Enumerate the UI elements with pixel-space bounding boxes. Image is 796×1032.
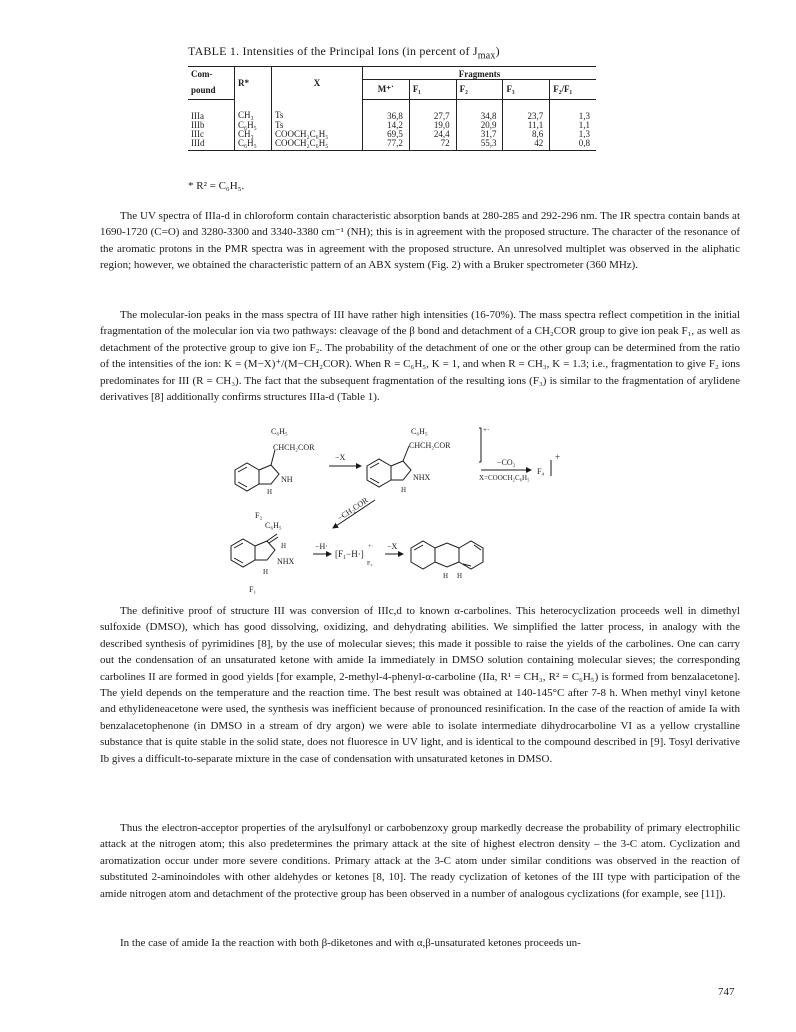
col-ratio-header: F₂/F₁ [550, 80, 596, 100]
cell-x: Ts [272, 121, 363, 130]
table-row [188, 139, 596, 151]
paragraph-text: The molecular-ion peaks in the mass spectra of III have rather high intensities (16-70%). The mass spectra reflect competition in the initial fragmentation of the molecular ion via two pathways: cleavage of the β bond and detachment of a CH₂COR group to give ion peak F₁, as well as detachment of the protective group to give ion F₂. The probability of the detachment of one or the other group can be determined from the ratio of the intensities of the ion: K = (M−X)⁺/(M−CH₂COR). When R = C₆H₅, K = 1, and when R = CH₃, K = 1.3; i.e., fragmentation to give F₂ ions predominates for III (R = CH₃). The fact that the subsequent fragmentation of the resulting ions (F₃) is similar to the fragmentation of arylidene derivatives [8] additionally confirms structures IIIa-d (Table 1). [100, 309, 740, 404]
mi-chain: CHCH₂COR [409, 441, 451, 450]
table-caption-sub: max [477, 50, 496, 62]
f1-phenyl: C₆H₅ [265, 521, 282, 530]
cell-ratio: 0,8 [550, 139, 596, 151]
cell-m: 14,2 [363, 121, 410, 130]
paragraph-electron-acceptor [100, 820, 740, 902]
carboline-h1: H [443, 572, 449, 580]
cell-f2: 31,7 [456, 130, 503, 139]
col-x-header: X [272, 67, 363, 100]
paragraph-carbolines [100, 603, 740, 767]
ion-intensity-table [188, 66, 596, 151]
col-f1-header: F₁ [409, 80, 456, 100]
f2-label: F₂ [255, 511, 263, 520]
cell-m: 69,5 [363, 130, 410, 139]
paragraph-amide [100, 935, 740, 951]
cell-x: Ts [272, 99, 363, 121]
f2-chain: CHCH₂COR [273, 443, 315, 452]
cell-r: C₆H₅ [235, 121, 272, 130]
bracket-ion-sub: F₃ [367, 561, 373, 567]
paragraph-text: In the case of amide Ia the reaction with both β-diketones and with α,β-unsaturated ketones proceeds un- [120, 937, 581, 949]
f1-label: F₁ [249, 585, 257, 594]
bracket-ion: [F₁−H·] [335, 549, 364, 559]
cell-r: CH₃ [235, 99, 272, 121]
cell-f2: 20,9 [456, 121, 503, 130]
cell-f1: 19,0 [409, 121, 456, 130]
mi-phenyl: C₆H₅ [411, 427, 428, 436]
f1-h: H [281, 542, 287, 550]
cell-r: CH₃ [235, 130, 272, 139]
structure-f2 [235, 450, 279, 491]
carboline-structure [411, 541, 483, 569]
cell-f3: 8,6 [503, 130, 550, 139]
paragraph-mass-spectra [100, 307, 740, 405]
arrow-minus-x-2-label: −X [387, 542, 398, 551]
f4-label: F₄ [537, 467, 545, 476]
paragraph-text: The UV spectra of IIIa-d in chloroform contain characteristic absorption bands at 280-285 and 292-296 nm. The IR spectra contain bands at 1690-1720 (C=O) and 3280-3300 and 3340-3380 cm⁻¹ (NH); this is in agreement with the proposed structure. The character of the resonance of the aromatic protons in the PMR spectra was in agreement with the proposed structure. An unresolved multiplet was observed in the aliphatic region; however, we obtained the characteristic pattern of an ABX system (Fig. 2) with a Bruker spectrometer (360 MHz). [100, 210, 740, 272]
col-compound-header: Com- [188, 67, 235, 80]
arrow-diagonal-label: −CH₂COR [335, 495, 370, 523]
f4-charge: + [555, 452, 561, 462]
cell-f3: 23,7 [503, 99, 550, 121]
f2-h: H [267, 488, 273, 496]
cell-f1: 24,4 [409, 130, 456, 139]
arrow-minus-h-label: −H· [315, 542, 328, 551]
arrow-x-condition: X=COOCH₂C₆H₅ [479, 474, 530, 482]
table-row [188, 99, 596, 121]
mi-h: H [401, 486, 407, 494]
cell-ratio: 1,1 [550, 121, 596, 130]
table-footnote: * R² = C₆H₅. [188, 180, 245, 192]
cell-f2: 55,3 [456, 139, 503, 151]
f1-nhx: NHX [277, 557, 295, 566]
cell-f3: 42 [503, 139, 550, 151]
paragraph-text: Thus the electron-acceptor properties of the arylsulfonyl or carbobenzoxy group markedly decrease the probability of primary electrophilic attack at the nitrogen atom; this also predetermines the primary attack at the site of highest electron density – the 3-C atom. Cyclization and aromatization occur under more severe conditions. Primary attack at the 3-C atom under similar conditions was observed in the reaction of substituted 2-aminoindoles with other aldehydes or ketones [8, 10]. The ready cyclization of ketones of the III type with participation of the amide nitrogen atom and detachment of the protective group has been observed in a number of analogous cyclizations (for example, see [11]). [100, 822, 740, 900]
carboline-h2: H [457, 572, 463, 580]
cell-compound: IIIb [191, 119, 205, 130]
cell-compound: IIIc [191, 128, 204, 139]
page-number: 747 [718, 986, 735, 998]
cell-f1: 72 [409, 139, 456, 151]
table-caption-text: TABLE 1. Intensities of the Principal Ions (in percent of J [188, 44, 478, 58]
cell-x: COOCH₂C₆H₅ [272, 139, 363, 151]
cell-f1: 27,7 [409, 99, 456, 121]
fragments-header: Fragments [363, 67, 597, 80]
cell-compound: IIIa [191, 110, 204, 121]
col-m-header: M⁺˙ [363, 80, 410, 100]
f2-phenyl: C₆H₅ [271, 427, 288, 436]
paragraph-text: The definitive proof of structure III was conversion of IIIc,d to known α-carbolines. This heterocyclization proceeds well in dimethyl sulfoxide (DMSO), which has good dissolving, oxidizing, and dehydrating abilities. We simplified the latter process, in analogy with the described synthesis of pyrimidines [8], by the use of molecular sieves; this made it possible to raise the yields of the carbolines. One can carry out the condensation of an unsaturated ketone with amide Ia immediately in DMSO solution containing molecular sieves; the corresponding carbolines II are formed in good yields [for example, 2-methyl-4-phenyl-α-carboline (IIa, R¹ = CH₃, R² = C₆H₅) is formed from benzalacetone]. The yield depends on the temperature and the reaction time. The best result was obtained at 140-145°C after 7-8 h. When methyl vinyl ketone and ethylideneacetone were used, the synthesis was inefficient because of pronounced resinification. In the case of the reaction of amide Ia with benzalacetophenone (in DMSO in a stream of dry argon) we were able to isolate intermediate dihydrocarboline VI as a yellow crystalline substance that is quite stable in the solid state, does not fluoresce in UV light, and is identical to the compound described in [9]. Tosyl derivative Ib gives a difficult-to-separate mixture in the case of condensation with unsaturated ketones in DMSO. [100, 605, 740, 765]
table-caption-end: ) [495, 44, 500, 58]
cell-ratio: 1,3 [550, 130, 596, 139]
col-f2-header: F₂ [456, 80, 503, 100]
cell-compound: IIId [188, 139, 235, 151]
arrow-minus-x-label: −X [335, 453, 346, 462]
cell-x: COOCH₂C₆H₅ [272, 130, 363, 139]
cell-m: 77,2 [363, 139, 410, 151]
table-caption [188, 44, 500, 61]
cell-m: 36,8 [363, 99, 410, 121]
arrow-minus-co2-label: −CO₂ [497, 458, 516, 467]
cell-ratio: 1,3 [550, 99, 596, 121]
col-compound-header-2: pound [188, 80, 235, 100]
cell-f2: 34,8 [456, 99, 503, 121]
col-f3-header: F₃ [503, 80, 550, 100]
cell-r: C₆H₅ [235, 139, 272, 151]
cell-f3: 11,1 [503, 121, 550, 130]
mi-nhx: NHX [413, 473, 431, 482]
paragraph-uv-ir [100, 208, 740, 274]
col-r-header: R* [235, 67, 272, 100]
bracket-ion-charge: +· [368, 544, 374, 550]
fragmentation-scheme [225, 424, 625, 596]
f1-nh: H [263, 568, 269, 576]
mi-charge: +· [483, 426, 490, 434]
f2-nh: NH [281, 475, 293, 484]
structure-f1 [231, 534, 278, 567]
